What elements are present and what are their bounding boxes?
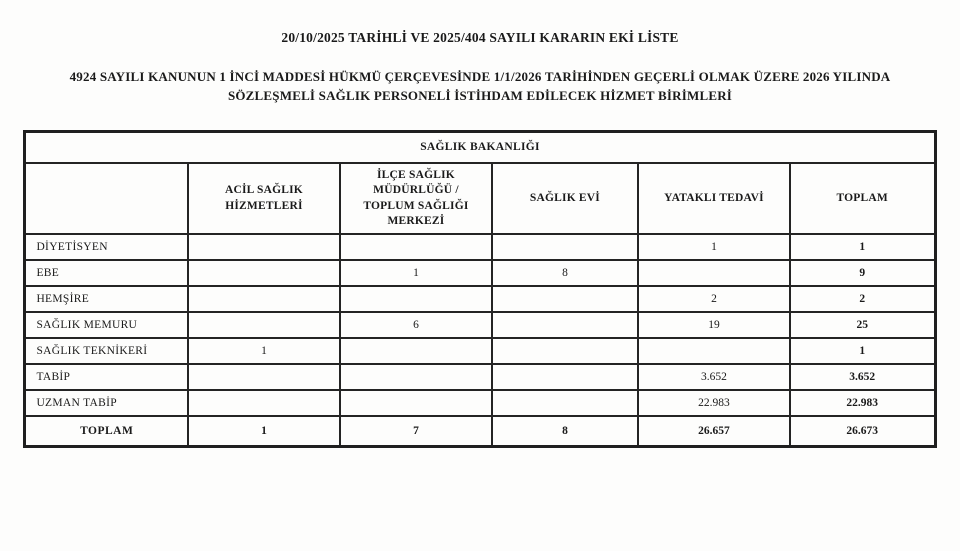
cell-value: 3.652	[790, 364, 935, 390]
document-subtitle: 4924 SAYILI KANUNUN 1 İNCİ MADDESİ HÜKMÜ ÇERÇEVESİNDE 1/1/2026 TARİHİNDEN GEÇERLİ OLMAK ÜZERE 2026 YILINDA SÖZLEŞMELİ SAĞLIK PERSONELİ İSTİHDAM EDİLECEK HİZMET BİRİMLERİ	[69, 69, 891, 103]
row-label: UZMAN TABİP	[25, 390, 188, 416]
group-header-saglik-bakanligi: SAĞLIK BAKANLIĞI	[25, 131, 935, 163]
table-row	[25, 286, 935, 312]
cell-value: 26.657	[638, 416, 790, 446]
row-label: DİYETİSYEN	[25, 234, 188, 260]
cell-value: 22.983	[638, 390, 790, 416]
table-row	[25, 312, 935, 338]
cell-value	[492, 364, 638, 390]
cell-value: 9	[790, 260, 935, 286]
cell-value: 6	[340, 312, 492, 338]
table-row	[25, 364, 935, 390]
cell-value: 22.983	[790, 390, 935, 416]
cell-value: 1	[790, 234, 935, 260]
cell-value	[340, 364, 492, 390]
column-header-saglik-evi: SAĞLIK EVİ	[492, 163, 638, 234]
cell-value	[188, 390, 340, 416]
table-body	[25, 234, 935, 446]
cell-value	[492, 312, 638, 338]
cell-value: 7	[340, 416, 492, 446]
cell-value	[638, 338, 790, 364]
cell-value: 1	[790, 338, 935, 364]
cell-value: 3.652	[638, 364, 790, 390]
document-title: 20/10/2025 TARİHLİ VE 2025/404 SAYILI KARARIN EKİ LİSTE	[281, 30, 679, 45]
cell-value: 2	[790, 286, 935, 312]
table-row	[25, 390, 935, 416]
cell-value: 1	[188, 338, 340, 364]
cell-value	[340, 286, 492, 312]
row-label: TABİP	[25, 364, 188, 390]
row-label: TOPLAM	[25, 416, 188, 446]
cell-value	[188, 286, 340, 312]
cell-value	[492, 234, 638, 260]
cell-value: 19	[638, 312, 790, 338]
cell-value	[492, 390, 638, 416]
cell-value	[188, 234, 340, 260]
row-label: SAĞLIK TEKNİKERİ	[25, 338, 188, 364]
personnel-table	[23, 130, 936, 448]
column-header-empty	[25, 163, 188, 234]
column-header-ilce-saglik: İLÇE SAĞLIK MÜDÜRLÜĞÜ / TOPLUM SAĞLIĞI MERKEZİ	[340, 163, 492, 234]
cell-value	[492, 286, 638, 312]
column-header-acil-saglik: ACİL SAĞLIK HİZMETLERİ	[188, 163, 340, 234]
cell-value	[638, 260, 790, 286]
cell-value	[340, 338, 492, 364]
row-label: HEMŞİRE	[25, 286, 188, 312]
cell-value: 1	[340, 260, 492, 286]
table-row	[25, 260, 935, 286]
row-label: SAĞLIK MEMURU	[25, 312, 188, 338]
row-label: EBE	[25, 260, 188, 286]
cell-value	[492, 338, 638, 364]
table-group-header-row	[25, 131, 935, 163]
column-header-yatakli: YATAKLI TEDAVİ	[638, 163, 790, 234]
document-page	[0, 30, 960, 551]
cell-value: 8	[492, 260, 638, 286]
cell-value: 2	[638, 286, 790, 312]
cell-value: 8	[492, 416, 638, 446]
cell-value: 25	[790, 312, 935, 338]
cell-value	[340, 234, 492, 260]
cell-value: 1	[638, 234, 790, 260]
cell-value: 26.673	[790, 416, 935, 446]
column-header-toplam: TOPLAM	[790, 163, 935, 234]
table-row	[25, 338, 935, 364]
table-column-header-row	[25, 163, 935, 234]
cell-value: 1	[188, 416, 340, 446]
table-row	[25, 234, 935, 260]
cell-value	[188, 312, 340, 338]
cell-value	[340, 390, 492, 416]
cell-value	[188, 364, 340, 390]
cell-value	[188, 260, 340, 286]
table-total-row	[25, 416, 935, 446]
